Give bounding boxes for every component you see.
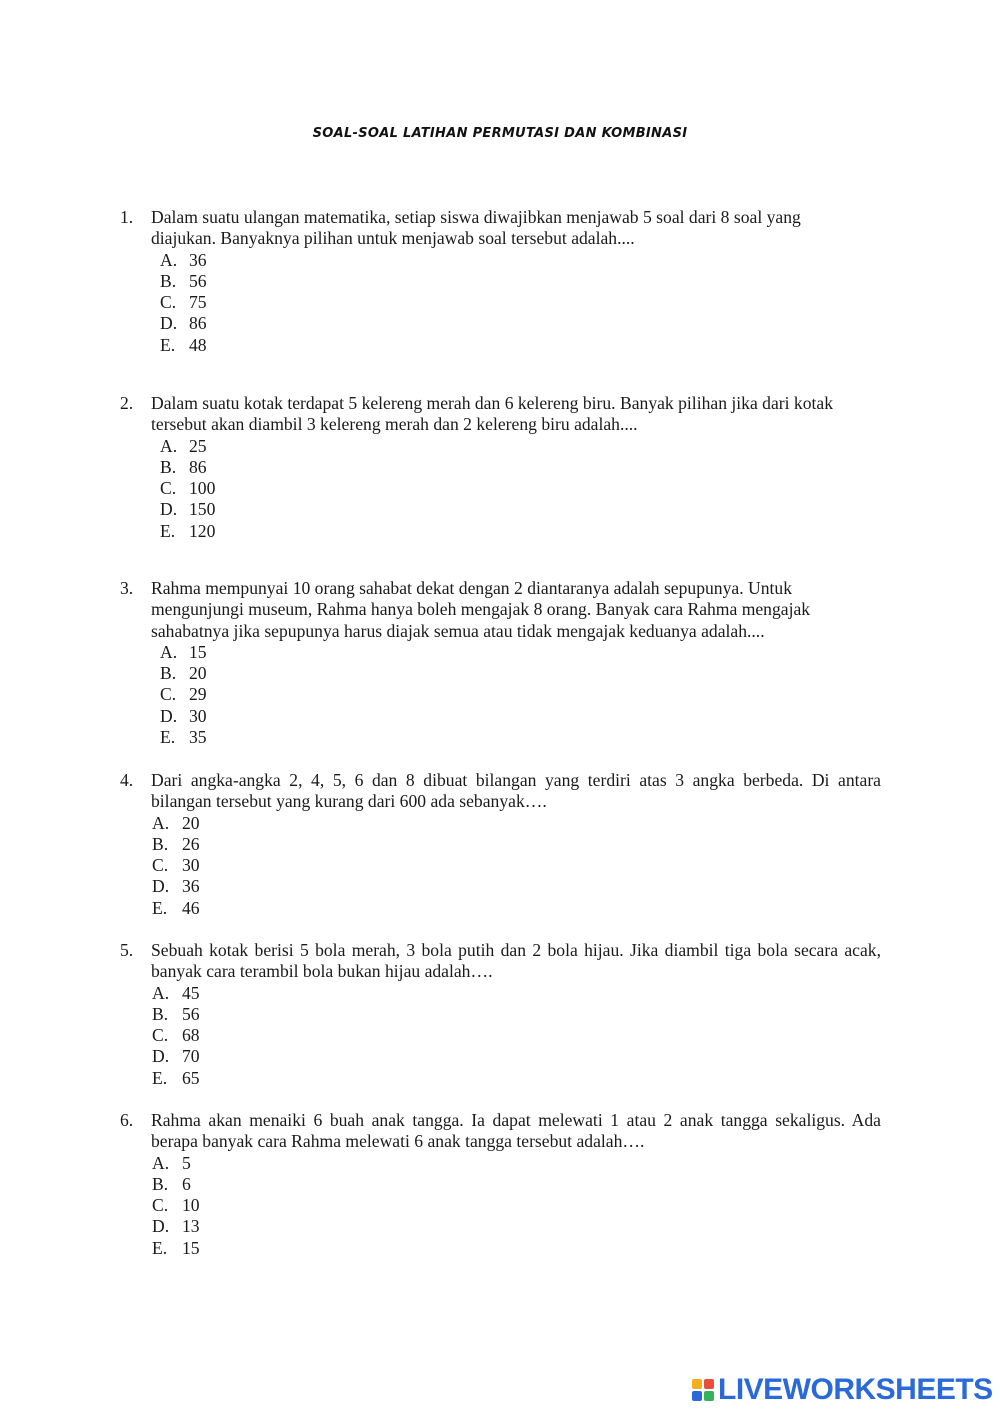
question-text-line: Dalam suatu kotak terdapat 5 kelereng merah dan 6 kelereng biru. Banyak pilihan jika dari kotak [151, 393, 834, 413]
option-c[interactable]: C. 30 [152, 855, 200, 876]
option-value: 65 [182, 1067, 200, 1088]
option-b[interactable]: B. 86 [160, 456, 207, 477]
option-c[interactable]: C. 68 [152, 1025, 200, 1046]
question-5 [0, 940, 1000, 1089]
option-d[interactable]: D. 36 [152, 876, 200, 897]
option-d[interactable]: D. 150 [160, 499, 216, 520]
option-b[interactable]: B. 6 [152, 1173, 191, 1194]
question-text-line: banyak cara terambil bola bukan hijau adalah…. [151, 961, 493, 982]
logo-block-icon [704, 1391, 714, 1401]
option-c[interactable]: C. 10 [152, 1195, 200, 1216]
option-value: 20 [189, 663, 207, 684]
option-value: 45 [182, 982, 200, 1003]
option-value: 10 [182, 1195, 200, 1216]
question-text-line: berapa banyak cara Rahma melewati 6 anak tangga tersebut adalah…. [151, 1131, 645, 1152]
question-number: 2. [120, 393, 134, 413]
option-a[interactable]: A. 20 [152, 812, 200, 833]
logo-block-icon [704, 1379, 714, 1389]
option-list [0, 250, 1000, 356]
option-b[interactable]: B. 26 [152, 833, 200, 854]
option-value: 5 [182, 1152, 191, 1173]
option-b[interactable]: B. 56 [160, 270, 207, 291]
question-3 [0, 578, 1000, 748]
option-value: 29 [189, 684, 207, 705]
question-1 [0, 207, 1000, 356]
option-value: 48 [189, 334, 207, 355]
logo-block-icon [692, 1379, 702, 1389]
option-value: 120 [189, 520, 216, 541]
option-a[interactable]: A. 36 [160, 249, 207, 270]
option-c[interactable]: C. 100 [160, 478, 216, 499]
question-text-line: Sebuah kotak berisi 5 bola merah, 3 bola putih dan 2 bola hijau. Jika diambil tiga bola secara acak, [151, 940, 881, 960]
question-number: 3. [120, 578, 134, 598]
option-e[interactable]: E. 35 [160, 727, 207, 748]
question-text-line: mengunjungi museum, Rahma hanya boleh mengajak 8 orang. Banyak cara Rahma mengajak [151, 599, 811, 620]
option-a[interactable]: A. 45 [152, 982, 200, 1003]
option-list [0, 1153, 1000, 1259]
option-e[interactable]: E. 15 [152, 1237, 200, 1258]
question-6 [0, 1110, 1000, 1259]
option-e[interactable]: E. 48 [160, 334, 207, 355]
option-list [0, 436, 1000, 542]
option-a[interactable]: A. 15 [160, 641, 207, 662]
question-text-line: Rahma akan menaiki 6 buah anak tangga. Ia dapat melewati 1 atau 2 anak tangga sekaligus. Ada [151, 1110, 881, 1130]
option-value: 68 [182, 1025, 200, 1046]
option-e[interactable]: E. 65 [152, 1067, 200, 1088]
option-value: 35 [189, 727, 207, 748]
option-value: 20 [182, 812, 200, 833]
question-number: 1. [120, 207, 134, 227]
option-value: 36 [189, 249, 207, 270]
option-value: 75 [189, 292, 207, 313]
logo-block-icon [692, 1391, 702, 1401]
option-value: 70 [182, 1046, 200, 1067]
question-number: 4. [120, 770, 134, 790]
question-text-line: Dari angka-angka 2, 4, 5, 6 dan 8 dibuat bilangan yang terdiri atas 3 angka berbeda. Di antara [151, 770, 881, 790]
worksheet-title: SOAL-SOAL LATIHAN PERMUTASI DAN KOMBINASI [312, 126, 688, 141]
option-a[interactable]: A. 5 [152, 1152, 191, 1173]
question-text-line: sahabatnya jika sepupunya harus diajak semua atau tidak mengajak keduanya adalah.... [151, 620, 765, 641]
option-value: 15 [182, 1237, 200, 1258]
option-list [0, 642, 1000, 748]
option-value: 86 [189, 313, 207, 334]
option-list [0, 813, 1000, 919]
question-text-line: bilangan tersebut yang kurang dari 600 ada sebanyak…. [151, 791, 547, 812]
option-value: 46 [182, 897, 200, 918]
liveworksheets-logo[interactable] [692, 1372, 993, 1408]
logo-text: LIVEWORKSHEETS [718, 1373, 993, 1406]
option-e[interactable]: E. 120 [160, 520, 216, 541]
option-value: 150 [189, 499, 216, 520]
option-value: 13 [182, 1216, 200, 1237]
option-value: 6 [182, 1173, 191, 1194]
question-text-line: diajukan. Banyaknya pilihan untuk menjawab soal tersebut adalah.... [151, 228, 635, 249]
option-d[interactable]: D. 70 [152, 1046, 200, 1067]
option-b[interactable]: B. 20 [160, 663, 207, 684]
option-value: 86 [189, 456, 207, 477]
option-c[interactable]: C. 29 [160, 684, 207, 705]
option-d[interactable]: D. 86 [160, 313, 207, 334]
option-list [0, 983, 1000, 1089]
question-text-line: tersebut akan diambil 3 kelereng merah dan 2 kelereng biru adalah.... [151, 414, 638, 435]
option-e[interactable]: E. 46 [152, 897, 200, 918]
option-d[interactable]: D. 30 [160, 705, 207, 726]
question-number: 5. [120, 940, 134, 960]
option-value: 56 [182, 1003, 200, 1024]
question-2 [0, 393, 1000, 542]
option-value: 25 [189, 435, 207, 456]
option-value: 26 [182, 833, 200, 854]
option-value: 56 [189, 270, 207, 291]
question-text-line: Rahma mempunyai 10 orang sahabat dekat dengan 2 diantaranya adalah sepupunya. Untuk [151, 578, 792, 598]
option-value: 30 [189, 705, 207, 726]
option-d[interactable]: D. 13 [152, 1216, 200, 1237]
option-value: 36 [182, 876, 200, 897]
question-number: 6. [120, 1110, 134, 1130]
option-c[interactable]: C. 75 [160, 292, 207, 313]
option-a[interactable]: A. 25 [160, 435, 207, 456]
option-value: 30 [182, 855, 200, 876]
question-4 [0, 770, 1000, 919]
option-value: 100 [189, 478, 216, 499]
logo-blocks-icon [692, 1379, 714, 1401]
question-text-line: Dalam suatu ulangan matematika, setiap siswa diwajibkan menjawab 5 soal dari 8 soal yang [151, 207, 801, 227]
option-b[interactable]: B. 56 [152, 1003, 200, 1024]
option-value: 15 [189, 641, 207, 662]
